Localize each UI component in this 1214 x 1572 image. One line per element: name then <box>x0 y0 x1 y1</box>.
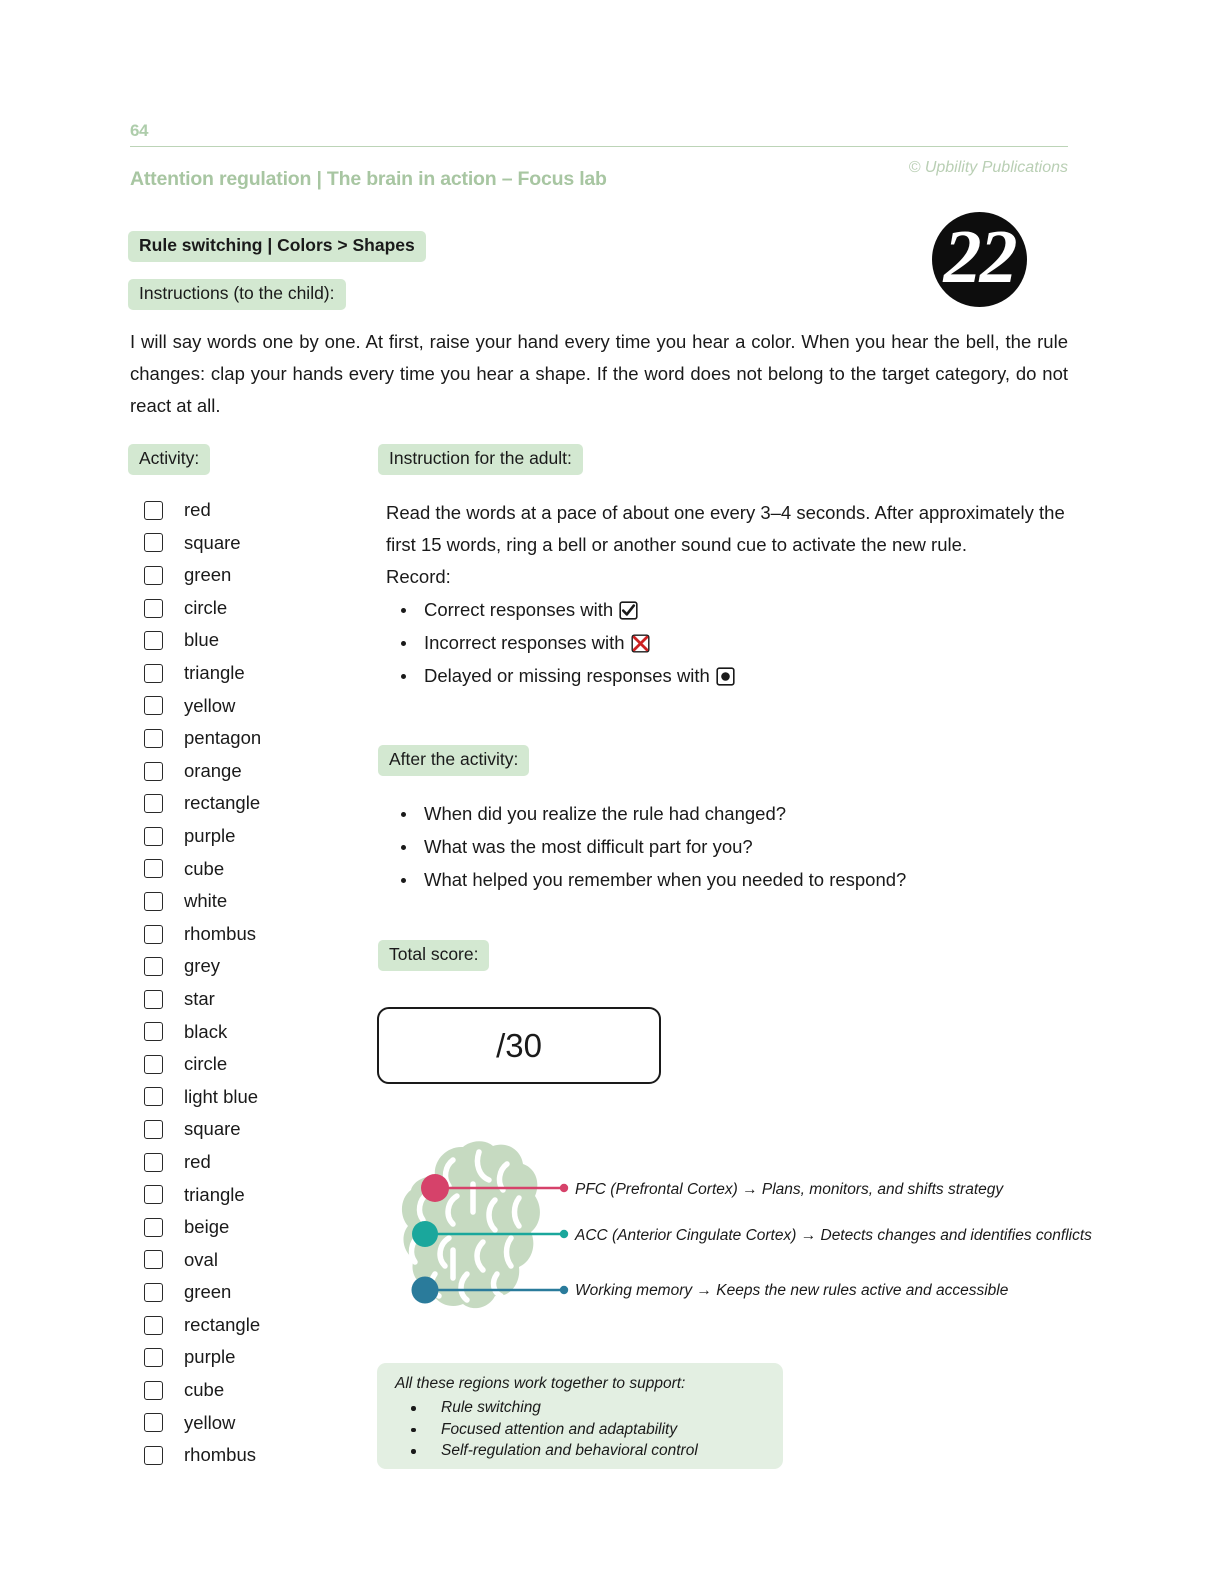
activity-item-label: white <box>184 890 228 912</box>
activity-item-label: oval <box>184 1248 218 1270</box>
activity-item-label: triangle <box>184 662 245 684</box>
activity-item-label: yellow <box>184 694 236 716</box>
adult-instruction-body <box>386 497 1068 692</box>
activity-checkbox[interactable] <box>144 1381 163 1400</box>
activity-list-item[interactable] <box>144 918 374 951</box>
activity-item-label: red <box>184 1150 211 1172</box>
activity-checkbox[interactable] <box>144 1022 163 1041</box>
activity-item-label: rectangle <box>184 792 261 814</box>
record-marker-item <box>386 659 1068 692</box>
activity-list-item[interactable] <box>144 885 374 918</box>
record-marker-item <box>386 626 1068 659</box>
activity-item-label: light blue <box>184 1085 259 1107</box>
summary-box <box>377 1363 783 1469</box>
instructions-pill: Instructions (to the child): <box>128 279 346 310</box>
total-score-input-box[interactable] <box>377 1007 661 1084</box>
record-marker-label: Correct responses with <box>424 599 614 620</box>
activity-list-item[interactable] <box>144 1439 374 1472</box>
summary-item: Self-regulation and behavioral control <box>395 1440 698 1462</box>
activity-list-item[interactable] <box>144 722 374 755</box>
activity-checkbox[interactable] <box>144 599 163 618</box>
activity-item-label: green <box>184 564 232 586</box>
after-activity-question: What helped you remember when you needed to respond? <box>386 863 1068 896</box>
activity-list-item[interactable] <box>144 1113 374 1146</box>
activity-item-label: black <box>184 1020 228 1042</box>
activity-list-item[interactable] <box>144 1276 374 1309</box>
activity-list-item[interactable] <box>144 983 374 1016</box>
activity-checkbox[interactable] <box>144 501 163 520</box>
after-activity-question: When did you realize the rule had changed? <box>386 797 1068 830</box>
activity-list-item[interactable] <box>144 787 374 820</box>
record-marker-label: Delayed or missing responses with <box>424 665 710 686</box>
activity-list-item[interactable] <box>144 820 374 853</box>
filled-dot-box-icon <box>716 667 735 686</box>
activity-item-label: rhombus <box>184 1444 256 1466</box>
activity-item-label: rectangle <box>184 1313 261 1335</box>
activity-list-item[interactable] <box>144 1374 374 1407</box>
activity-pill: Activity: <box>128 444 210 475</box>
summary-item: Rule switching <box>395 1397 698 1419</box>
activity-checkbox[interactable] <box>144 533 163 552</box>
exercise-badge-number: 22 <box>943 215 1016 299</box>
activity-list-item[interactable] <box>144 755 374 788</box>
activity-item-label: purple <box>184 824 236 846</box>
brain-annotation-acc: ACC (Anterior Cingulate Cortex) → Detects changes and identifies conflicts <box>575 1227 1092 1244</box>
activity-list-item[interactable] <box>144 592 374 625</box>
activity-checkbox[interactable] <box>144 957 163 976</box>
activity-item-label: blue <box>184 629 219 651</box>
record-label: Record: <box>386 566 451 587</box>
after-activity-questions <box>386 797 1068 896</box>
activity-list-item[interactable] <box>144 853 374 886</box>
worksheet-title-pill: Rule switching | Colors > Shapes <box>128 231 426 262</box>
brain-annotation-working-memory: Working memory → Keeps the new rules active and accessible <box>575 1282 1009 1299</box>
activity-checkbox[interactable] <box>144 1348 163 1367</box>
activity-item-label: orange <box>184 759 242 781</box>
activity-list-item[interactable] <box>144 1016 374 1049</box>
activity-checkbox[interactable] <box>144 664 163 683</box>
activity-list-item[interactable] <box>144 1146 374 1179</box>
activity-item-label: purple <box>184 1346 236 1368</box>
activity-checkbox[interactable] <box>144 762 163 781</box>
activity-item-label: triangle <box>184 1183 245 1205</box>
activity-list-item[interactable] <box>144 1211 374 1244</box>
activity-item-label: star <box>184 987 215 1009</box>
activity-checkbox[interactable] <box>144 566 163 585</box>
activity-item-label: pentagon <box>184 727 262 749</box>
after-activity-pill: After the activity: <box>378 745 529 776</box>
activity-list-item[interactable] <box>144 690 374 723</box>
activity-checkbox[interactable] <box>144 696 163 715</box>
total-score-pill: Total score: <box>378 940 489 971</box>
activity-checkbox[interactable] <box>144 1120 163 1139</box>
activity-item-label: green <box>184 1281 232 1303</box>
activity-item-label: yellow <box>184 1411 236 1433</box>
checked-checkbox-icon <box>619 601 638 620</box>
activity-checkbox[interactable] <box>144 1446 163 1465</box>
activity-list-item[interactable] <box>144 657 374 690</box>
activity-list-item[interactable] <box>144 1407 374 1440</box>
activity-checkbox[interactable] <box>144 1087 163 1106</box>
activity-list-item[interactable] <box>144 1244 374 1277</box>
activity-word-list <box>144 494 374 1472</box>
activity-list-item[interactable] <box>144 1081 374 1114</box>
page-number: 64 <box>130 121 148 140</box>
activity-list-item[interactable] <box>144 1048 374 1081</box>
activity-item-label: cube <box>184 857 225 879</box>
summary-item-list <box>395 1397 698 1462</box>
activity-checkbox[interactable] <box>144 990 163 1009</box>
activity-list-item[interactable] <box>144 527 374 560</box>
activity-checkbox[interactable] <box>144 1250 163 1269</box>
activity-item-label: grey <box>184 955 220 977</box>
activity-list-item[interactable] <box>144 559 374 592</box>
activity-checkbox[interactable] <box>144 729 163 748</box>
activity-checkbox[interactable] <box>144 859 163 878</box>
summary-item: Focused attention and adaptability <box>395 1419 698 1441</box>
activity-checkbox[interactable] <box>144 1413 163 1432</box>
activity-list-item[interactable] <box>144 624 374 657</box>
activity-checkbox[interactable] <box>144 1185 163 1204</box>
brain-diagram <box>383 1138 1113 1348</box>
activity-item-label: cube <box>184 1379 225 1401</box>
activity-checkbox[interactable] <box>144 1316 163 1335</box>
instructions-paragraph: I will say words one by one. At first, raise your hand every time you hear a color. When you hear the bell, the rule changes: clap your hands every time you hear a shape. If the word does not belong to the target category, do not react at all. <box>130 331 1068 416</box>
activity-item-label: square <box>184 531 241 553</box>
activity-checkbox[interactable] <box>144 1153 163 1172</box>
activity-list-item[interactable] <box>144 1341 374 1374</box>
activity-list-item[interactable] <box>144 1309 374 1342</box>
activity-checkbox[interactable] <box>144 925 163 944</box>
adult-instruction-pill: Instruction for the adult: <box>378 444 583 475</box>
summary-title: All these regions work together to support: <box>395 1375 686 1392</box>
activity-checkbox[interactable] <box>144 794 163 813</box>
activity-item-label: square <box>184 1118 241 1140</box>
header-title: Attention regulation | The brain in action – Focus lab <box>130 168 607 190</box>
activity-item-label: beige <box>184 1216 230 1238</box>
adult-paragraph: Read the words at a pace of about one every 3–4 seconds. After approximately the first 15 words, ring a bell or another sound cue to activate the new rule. <box>386 502 1065 555</box>
record-marker-item <box>386 593 1068 626</box>
activity-item-label: circle <box>184 1053 228 1075</box>
copyright-notice: © Upbility Publications <box>908 159 1068 176</box>
activity-checkbox[interactable] <box>144 1218 163 1237</box>
activity-checkbox[interactable] <box>144 1055 163 1074</box>
brain-annotation-pfc: PFC (Prefrontal Cortex) → Plans, monitors, and shifts strategy <box>575 1181 1004 1198</box>
activity-checkbox[interactable] <box>144 892 163 911</box>
activity-list-item[interactable] <box>144 950 374 983</box>
activity-checkbox[interactable] <box>144 827 163 846</box>
total-score-value: /30 <box>496 1026 542 1064</box>
activity-list-item[interactable] <box>144 1178 374 1211</box>
record-marker-label: Incorrect responses with <box>424 632 625 653</box>
activity-item-label: red <box>184 499 211 521</box>
red-cross-box-icon <box>631 634 650 653</box>
activity-item-label: circle <box>184 596 228 618</box>
after-activity-question: What was the most difficult part for you? <box>386 830 1068 863</box>
activity-checkbox[interactable] <box>144 1283 163 1302</box>
activity-checkbox[interactable] <box>144 631 163 650</box>
activity-item-label: rhombus <box>184 922 256 944</box>
activity-list-item[interactable] <box>144 494 374 527</box>
record-marker-list <box>386 593 1068 692</box>
header-divider <box>130 146 1068 147</box>
